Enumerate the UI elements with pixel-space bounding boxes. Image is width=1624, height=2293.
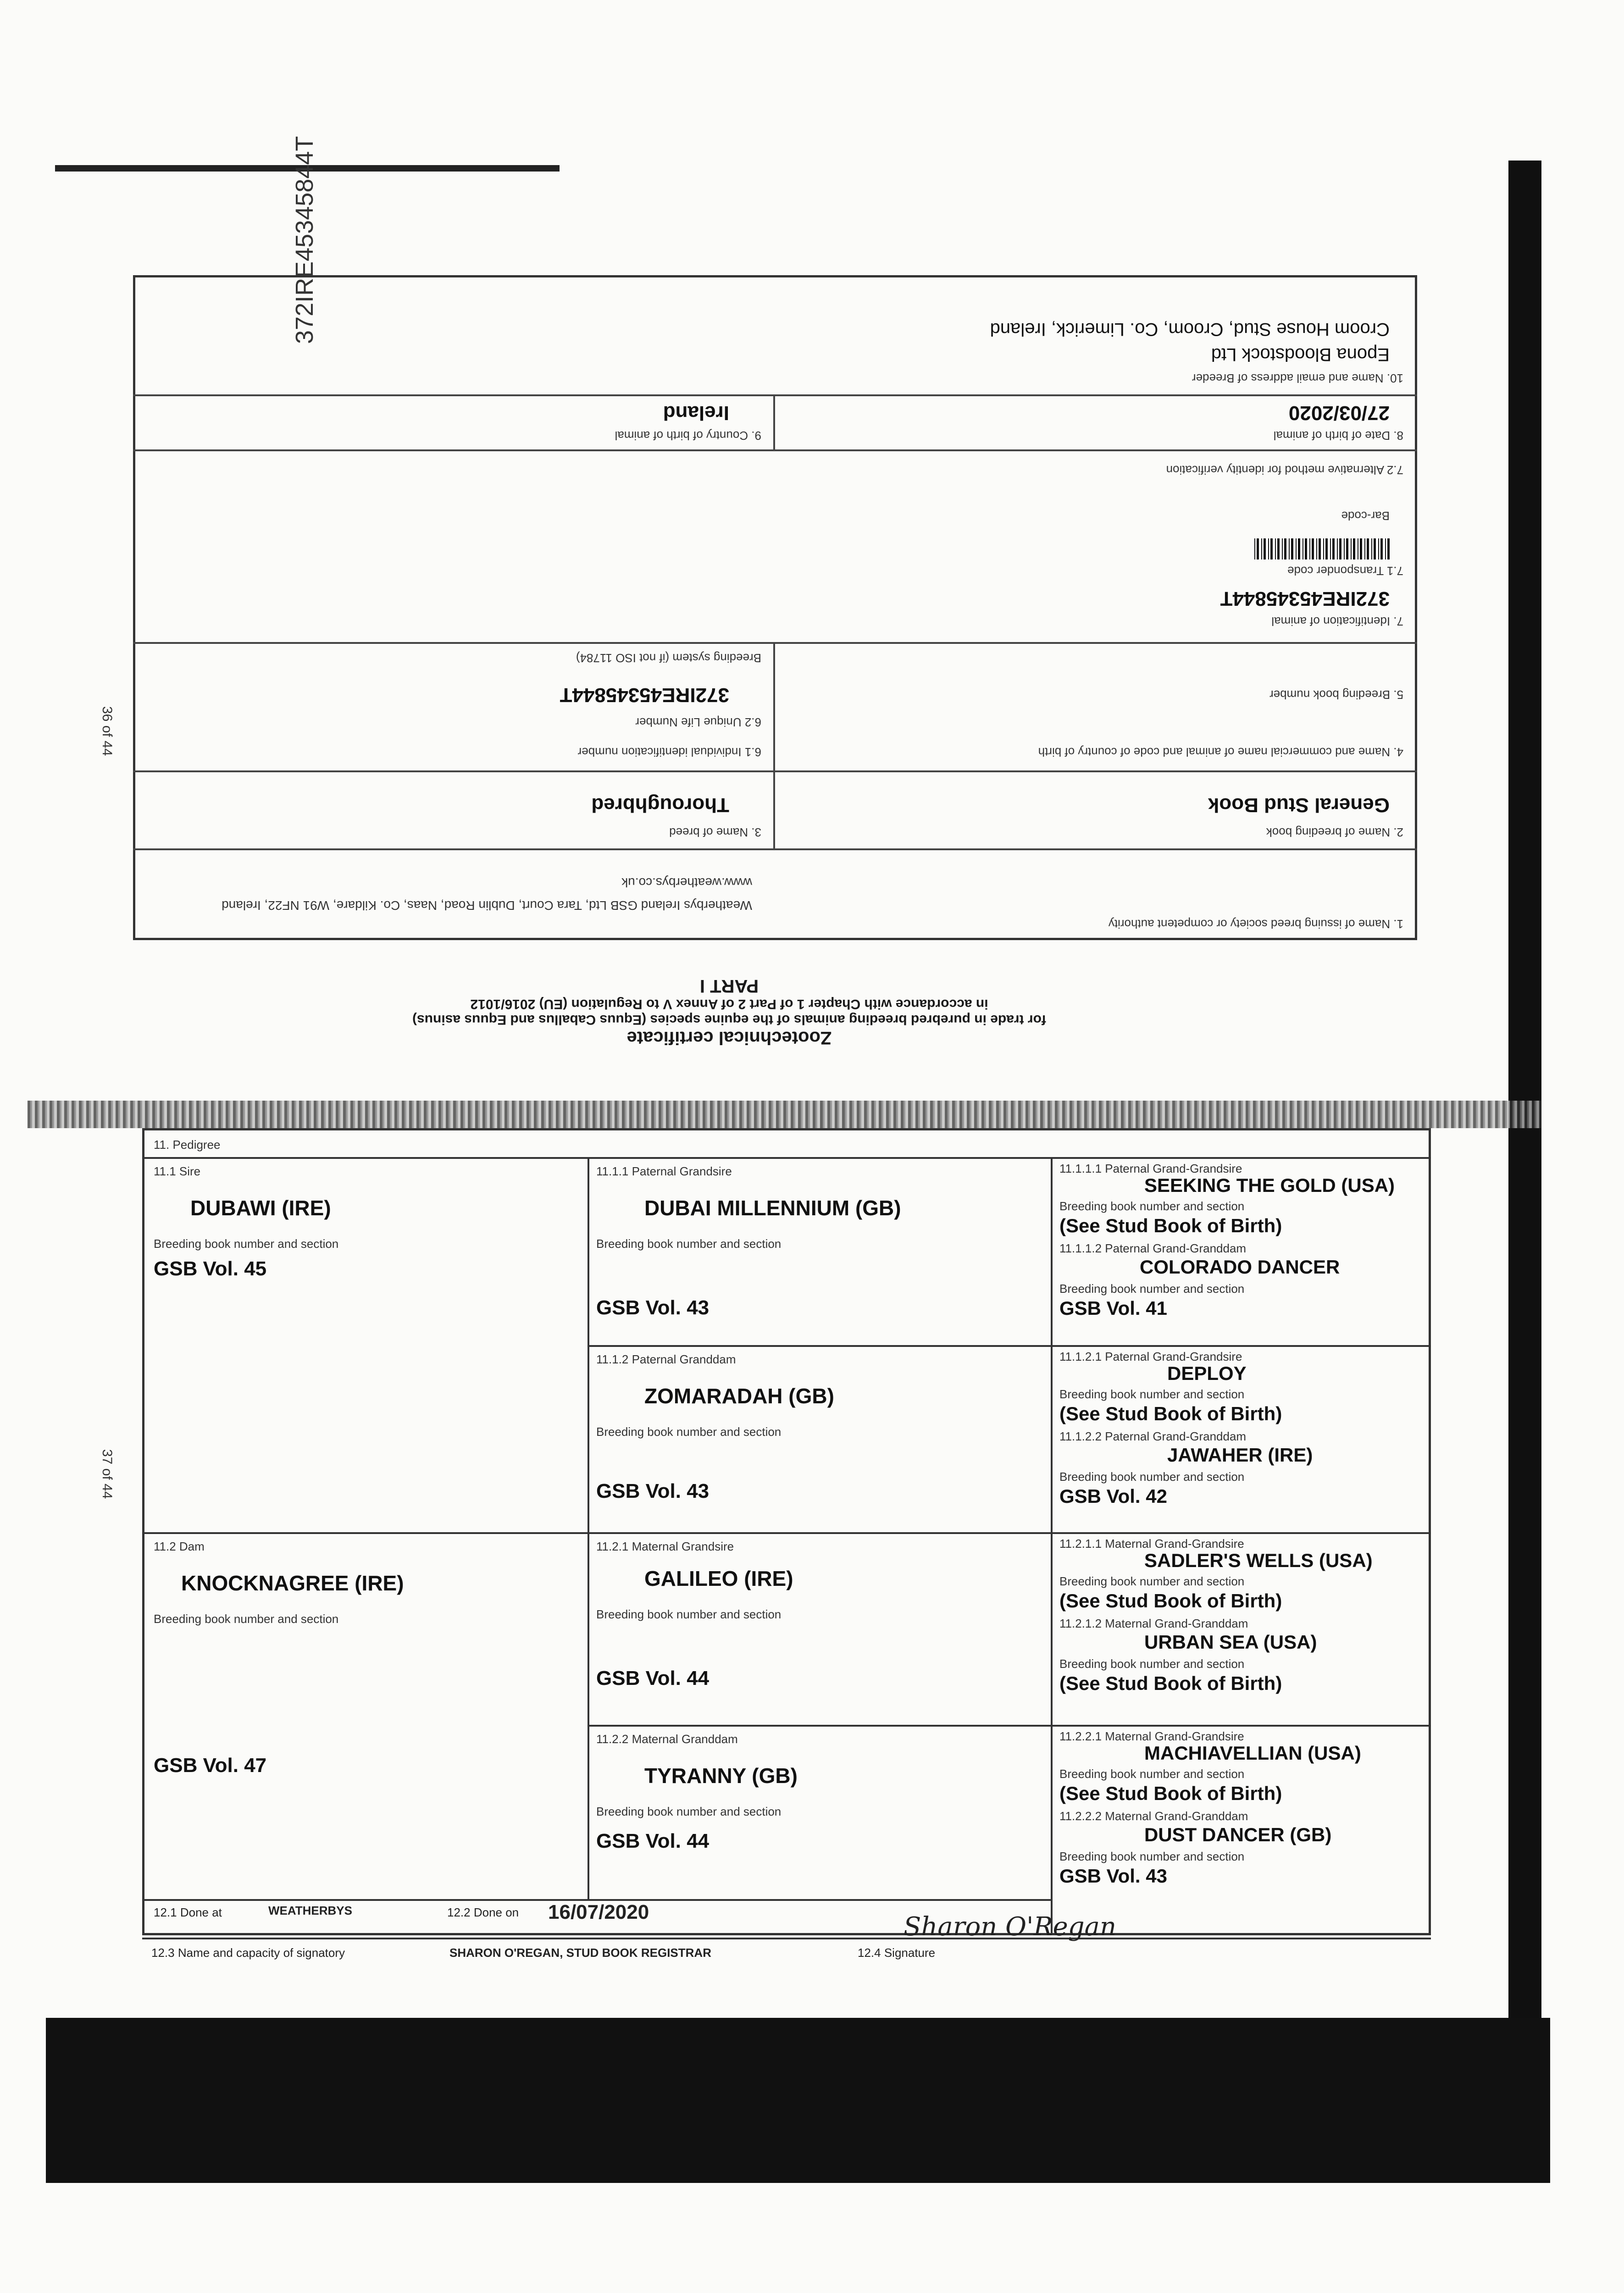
- field-label: 1. Name of issuing breed society or competent authority: [1108, 917, 1403, 931]
- great-grandparents-cell: [1053, 1727, 1429, 1933]
- divider: [773, 394, 775, 449]
- vertical-ueln: 372IRE45345844T: [291, 136, 319, 344]
- field-label: 6.2 Unique Life Number: [635, 715, 761, 729]
- unique-life-number: 372IRE45345844T: [560, 684, 729, 706]
- paternal-grandsire-cell: [589, 1159, 1053, 1347]
- field-row-4: [133, 449, 1417, 642]
- ggp-name: JAWAHER (IRE): [1167, 1444, 1313, 1466]
- breeding-book-label: Breeding book number and section: [154, 1237, 339, 1251]
- done-on-label: 12.2 Done on: [447, 1905, 519, 1919]
- maternal-grandsire-name: GALILEO (IRE): [644, 1567, 793, 1590]
- field-row-5: [133, 394, 1417, 449]
- paternal-grandsire-name: DUBAI MILLENNIUM (GB): [644, 1196, 901, 1220]
- ggp-label: 11.1.2.2 Paternal Grand-Granddam: [1059, 1429, 1247, 1443]
- signatory-value: SHARON O'REGAN, STUD BOOK REGISTRAR: [449, 1946, 711, 1960]
- certificate-subheading: for trade in purebred breeding animals of the equine species (Equus Caballus and Equus asinus): [412, 1012, 1046, 1027]
- ggp-book: (See Stud Book of Birth): [1059, 1590, 1282, 1612]
- breeding-book-label: Breeding book number and section: [154, 1612, 339, 1626]
- breeding-book-label: Breeding book number and section: [1059, 1767, 1245, 1781]
- ggp-name: DEPLOY: [1167, 1363, 1247, 1384]
- maternal-grandsire-label: 11.2.1 Maternal Grandsire: [596, 1540, 734, 1553]
- breeder-name: Epona Bloodstock Ltd: [1211, 344, 1390, 365]
- paternal-grandsire-label: 11.1.1 Paternal Grandsire: [596, 1164, 732, 1178]
- side-page-number: 36 of 44: [100, 706, 115, 756]
- certificate-title: Zootechnical certificate: [626, 1028, 832, 1048]
- side-page-number: 37 of 44: [100, 1449, 115, 1499]
- ggp-name: MACHIAVELLIAN (USA): [1144, 1742, 1361, 1764]
- paternal-granddam-label: 11.1.2 Paternal Granddam: [596, 1352, 736, 1366]
- paternal-grandsire-gsb: GSB Vol. 43: [596, 1296, 709, 1319]
- breeding-book-label: Breeding book number and section: [1059, 1470, 1245, 1484]
- field-label: Breeding system (if not ISO 11784): [576, 651, 761, 665]
- ggp-book: (See Stud Book of Birth): [1059, 1403, 1282, 1424]
- certificate-heading: [179, 975, 1280, 1048]
- pedigree-title: 11. Pedigree: [154, 1138, 221, 1152]
- ggp-label: 11.1.1.1 Paternal Grand-Grandsire: [1059, 1162, 1242, 1175]
- ggp-name: DUST DANCER (GB): [1144, 1824, 1332, 1845]
- certificate-subheading: in accordance with Chapter 1 of Part 2 of Annex V to Regulation (EU) 2016/1012: [470, 997, 988, 1012]
- issuing-authority: Weatherbys Ireland GSB Ltd, Tara Court, Dublin Road, Naas, Co. Kildare, W91 NF22, Ireland: [222, 898, 752, 913]
- ggp-book: (See Stud Book of Birth): [1059, 1783, 1282, 1804]
- dam-name: KNOCKNAGREE (IRE): [181, 1571, 404, 1595]
- breeding-book-label: Breeding book number and section: [1059, 1387, 1245, 1401]
- field-label: 2. Name of breeding book: [1266, 825, 1403, 839]
- divider: [773, 770, 775, 848]
- field-label: 7.2 Alternative method for identity verification: [1166, 463, 1403, 477]
- ggp-name: SEEKING THE GOLD (USA): [1144, 1174, 1395, 1196]
- ggp-book: GSB Vol. 41: [1059, 1297, 1167, 1319]
- transponder-barcode: [1252, 538, 1390, 559]
- ggp-label: 11.2.2.1 Maternal Grand-Grandsire: [1059, 1729, 1244, 1743]
- country-of-birth: Ireland: [663, 402, 729, 424]
- field-label: 5. Breeding book number: [1269, 688, 1403, 702]
- breeding-book-label: Breeding book number and section: [1059, 1574, 1245, 1588]
- ggp-label: 11.2.1.1 Maternal Grand-Grandsire: [1059, 1537, 1244, 1551]
- ggp-label: 11.1.1.2 Paternal Grand-Granddam: [1059, 1241, 1247, 1255]
- great-grandparents-cell: [1053, 1534, 1429, 1727]
- scan-fold-band: [28, 1101, 1541, 1128]
- maternal-granddam-gsb: GSB Vol. 44: [596, 1830, 709, 1852]
- date-of-birth: 27/03/2020: [1288, 402, 1390, 424]
- ggp-book: GSB Vol. 43: [1059, 1865, 1167, 1887]
- breeding-book-label: Breeding book number and section: [596, 1425, 782, 1439]
- handwritten-signature: Sharon O'Regan: [903, 1912, 1117, 1942]
- ggp-label: 11.1.2.1 Paternal Grand-Grandsire: [1059, 1350, 1242, 1363]
- dam-label: 11.2 Dam: [154, 1540, 205, 1553]
- maternal-grandsire-gsb: GSB Vol. 44: [596, 1667, 709, 1689]
- sire-cell: [144, 1159, 589, 1534]
- signature-label: 12.4 Signature: [858, 1946, 936, 1960]
- sire-gsb: GSB Vol. 45: [154, 1257, 267, 1280]
- dam-gsb: GSB Vol. 47: [154, 1754, 267, 1777]
- maternal-granddam-cell: [589, 1727, 1053, 1901]
- ggp-name: URBAN SEA (USA): [1144, 1631, 1317, 1653]
- dam-cell: [144, 1534, 589, 1901]
- field-label: 7.1 Transponder code: [1287, 564, 1403, 578]
- field-label: 7. Identification of animal: [1271, 615, 1403, 628]
- signatory-label: 12.3 Name and capacity of signatory: [151, 1946, 345, 1960]
- part-label: PART I: [699, 976, 759, 996]
- maternal-granddam-label: 11.2.2 Maternal Granddam: [596, 1732, 738, 1746]
- maternal-granddam-name: TYRANNY (GB): [644, 1764, 798, 1788]
- field-label: 10. Name and email address of Breeder: [1192, 371, 1403, 385]
- ggp-book: (See Stud Book of Birth): [1059, 1215, 1282, 1236]
- issuing-website: www.weatherbys.co.uk: [621, 875, 752, 890]
- paternal-granddam-name: ZOMARADAH (GB): [644, 1384, 834, 1408]
- breeding-book-name: General Stud Book: [1208, 794, 1390, 816]
- ggp-book: GSB Vol. 42: [1059, 1485, 1167, 1507]
- pedigree-table: [142, 1128, 1431, 1935]
- great-grandparents-cell: [1053, 1159, 1429, 1347]
- field-label: 4. Name and commercial name of animal and code of country of birth: [1038, 745, 1403, 759]
- done-on-value: 16/07/2020: [548, 1901, 649, 1923]
- done-at-value: WEATHERBYS: [268, 1904, 352, 1917]
- paternal-granddam-gsb: GSB Vol. 43: [596, 1480, 709, 1502]
- breeding-book-label: Breeding book number and section: [1059, 1282, 1245, 1296]
- breeding-book-label: Breeding book number and section: [596, 1237, 782, 1251]
- field-label: 8. Date of birth of animal: [1273, 429, 1403, 443]
- paternal-granddam-cell: [589, 1347, 1053, 1534]
- breeding-book-label: Breeding book number and section: [1059, 1850, 1245, 1863]
- breeding-book-label: Breeding book number and section: [596, 1607, 782, 1621]
- done-at-label: 12.1 Done at: [154, 1905, 222, 1919]
- ggp-label: 11.2.2.2 Maternal Grand-Granddam: [1059, 1809, 1248, 1823]
- breed-name: Thoroughbred: [591, 794, 729, 816]
- barcode-label: Bar-code: [1341, 509, 1390, 523]
- breeding-book-label: Breeding book number and section: [596, 1805, 782, 1818]
- certificate-part-1: [133, 136, 1417, 1048]
- great-grandparents-cell: [1053, 1347, 1429, 1534]
- animal-identification: 372IRE45345844T: [1220, 587, 1390, 610]
- divider: [773, 642, 775, 770]
- field-label: 3. Name of breed: [669, 825, 761, 839]
- field-label: 9. Country of birth of animal: [615, 429, 761, 443]
- scan-bottom-band: [46, 2018, 1550, 2183]
- breeding-book-label: Breeding book number and section: [1059, 1199, 1245, 1213]
- maternal-grandsire-cell: [589, 1534, 1053, 1727]
- ggp-label: 11.2.1.2 Maternal Grand-Granddam: [1059, 1617, 1248, 1630]
- ggp-name: SADLER'S WELLS (USA): [1144, 1550, 1373, 1571]
- ggp-name: COLORADO DANCER: [1140, 1256, 1340, 1278]
- sire-name: DUBAWI (IRE): [190, 1196, 331, 1220]
- field-label: 6.1 Individual identification number: [577, 745, 761, 759]
- ggp-book: (See Stud Book of Birth): [1059, 1673, 1282, 1694]
- sire-label: 11.1 Sire: [154, 1164, 201, 1178]
- pedigree-header: [144, 1130, 1429, 1159]
- breeder-address: Croom House Stud, Croom, Co. Limerick, Ireland: [990, 319, 1390, 339]
- breeding-book-label: Breeding book number and section: [1059, 1657, 1245, 1671]
